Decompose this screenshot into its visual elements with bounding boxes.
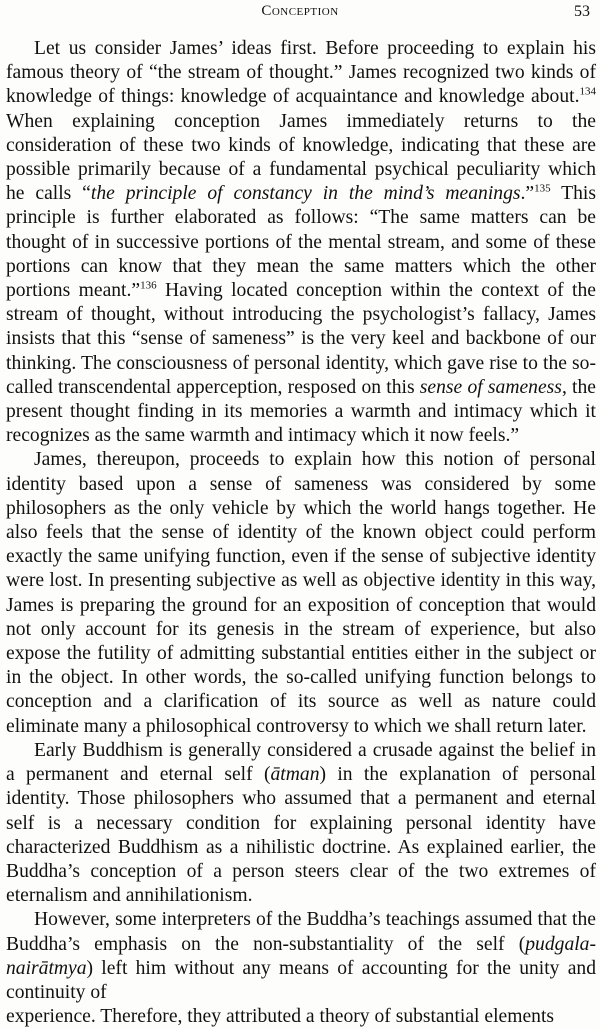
text-run: Early Buddhism is generally considered a crusade against the belief in a permanent and eternal self ( <box>6 739 596 786</box>
paragraph <box>6 1005 596 1029</box>
italic-text: the principle of constancy in the mind’s meanings <box>90 183 521 205</box>
running-title: Conception <box>261 3 339 19</box>
paragraph <box>6 739 596 908</box>
footnote-marker: 135 <box>534 182 551 195</box>
body-text <box>6 37 596 1029</box>
text-run: Having located conception within the context of the stream of thought, without introducing the psychologist’s fallacy, James insists that this “sense of sameness” is the very keel and backbone of our thinking. The consciousness of personal identity, which gave rise to the so-called transcendental apperception, resposed on this <box>6 280 596 398</box>
text-run: .” <box>520 183 535 205</box>
text-run: When explaining conception James immediately returns to the consideration of these two kinds of knowledge, indicating that these are possible primarily because of a fundamental psychical peculiarity which he calls “ <box>6 110 596 205</box>
italic-text: pudgala-nairātmya <box>6 933 596 979</box>
text-run: ) in the explanation of personal identity. Those philosophers who assumed that a permanent and eternal self is a necessary condition for explaining personal identity have characterized Buddhism as a nihilistic doctrine. As explained earlier, the Buddha’s conception of a person steers clear of the two extremes of eternalism and annihilationism. <box>6 764 596 907</box>
footnote-marker: 134 <box>579 85 596 98</box>
page-number: 53 <box>574 3 590 20</box>
text-run: Let us consider James’ ideas first. Before proceeding to explain his famous theory of “the stream of thought.” James recognized two kinds of knowledge of things: knowledge of acquaintance and knowledge about. <box>6 38 596 108</box>
footnote-marker: 136 <box>140 279 157 292</box>
italic-text: sense of sameness <box>419 376 562 398</box>
paragraph <box>6 908 596 1005</box>
text-run: This principle is further elaborated as follows: “The same matters can be thought of in successive portions of the mental stream, and some of these portions can know that they mean the same matters which the other portions meant.” <box>6 183 596 302</box>
text-run: ) left him without any means of accounting for the unity and continuity of <box>6 957 596 1003</box>
text-run: James, thereupon, proceeds to explain how this notion of personal identity based upon a sense of sameness was considered by some philosophers as the only vehicle by which the world hangs together. He also feels that the sense of identity of the known object could perform exactly the same unifying function, even if the sense of subjective identity were lost. In presenting subjective as well as objective identity in this way, James is preparing the ground for an exposition of conception that would not only account for its genesis in the stream of experience, but also expose the futility of admitting substantial entities either in the subject or in the object. In other words, the so-called unifying function belongs to conception and a clarification of its source as well as nature could eliminate many a philosophical controversy to which we shall return later. <box>6 449 596 737</box>
page-header <box>0 0 600 26</box>
text-run: However, some interpreters of the Buddha’s teachings assumed that the Buddha’s emphasis on the non-substantiality of the self ( <box>6 909 596 955</box>
paragraph <box>6 37 596 448</box>
paragraph <box>6 448 596 738</box>
italic-text: ātman <box>270 764 320 786</box>
text-run: experience. Therefore, they attributed a theory of substantial elements <box>6 1006 555 1028</box>
text-run: , the present thought finding in its memories a warmth and intimacy which it recognizes as the same warmth and intimacy which it now feels.” <box>6 376 596 447</box>
